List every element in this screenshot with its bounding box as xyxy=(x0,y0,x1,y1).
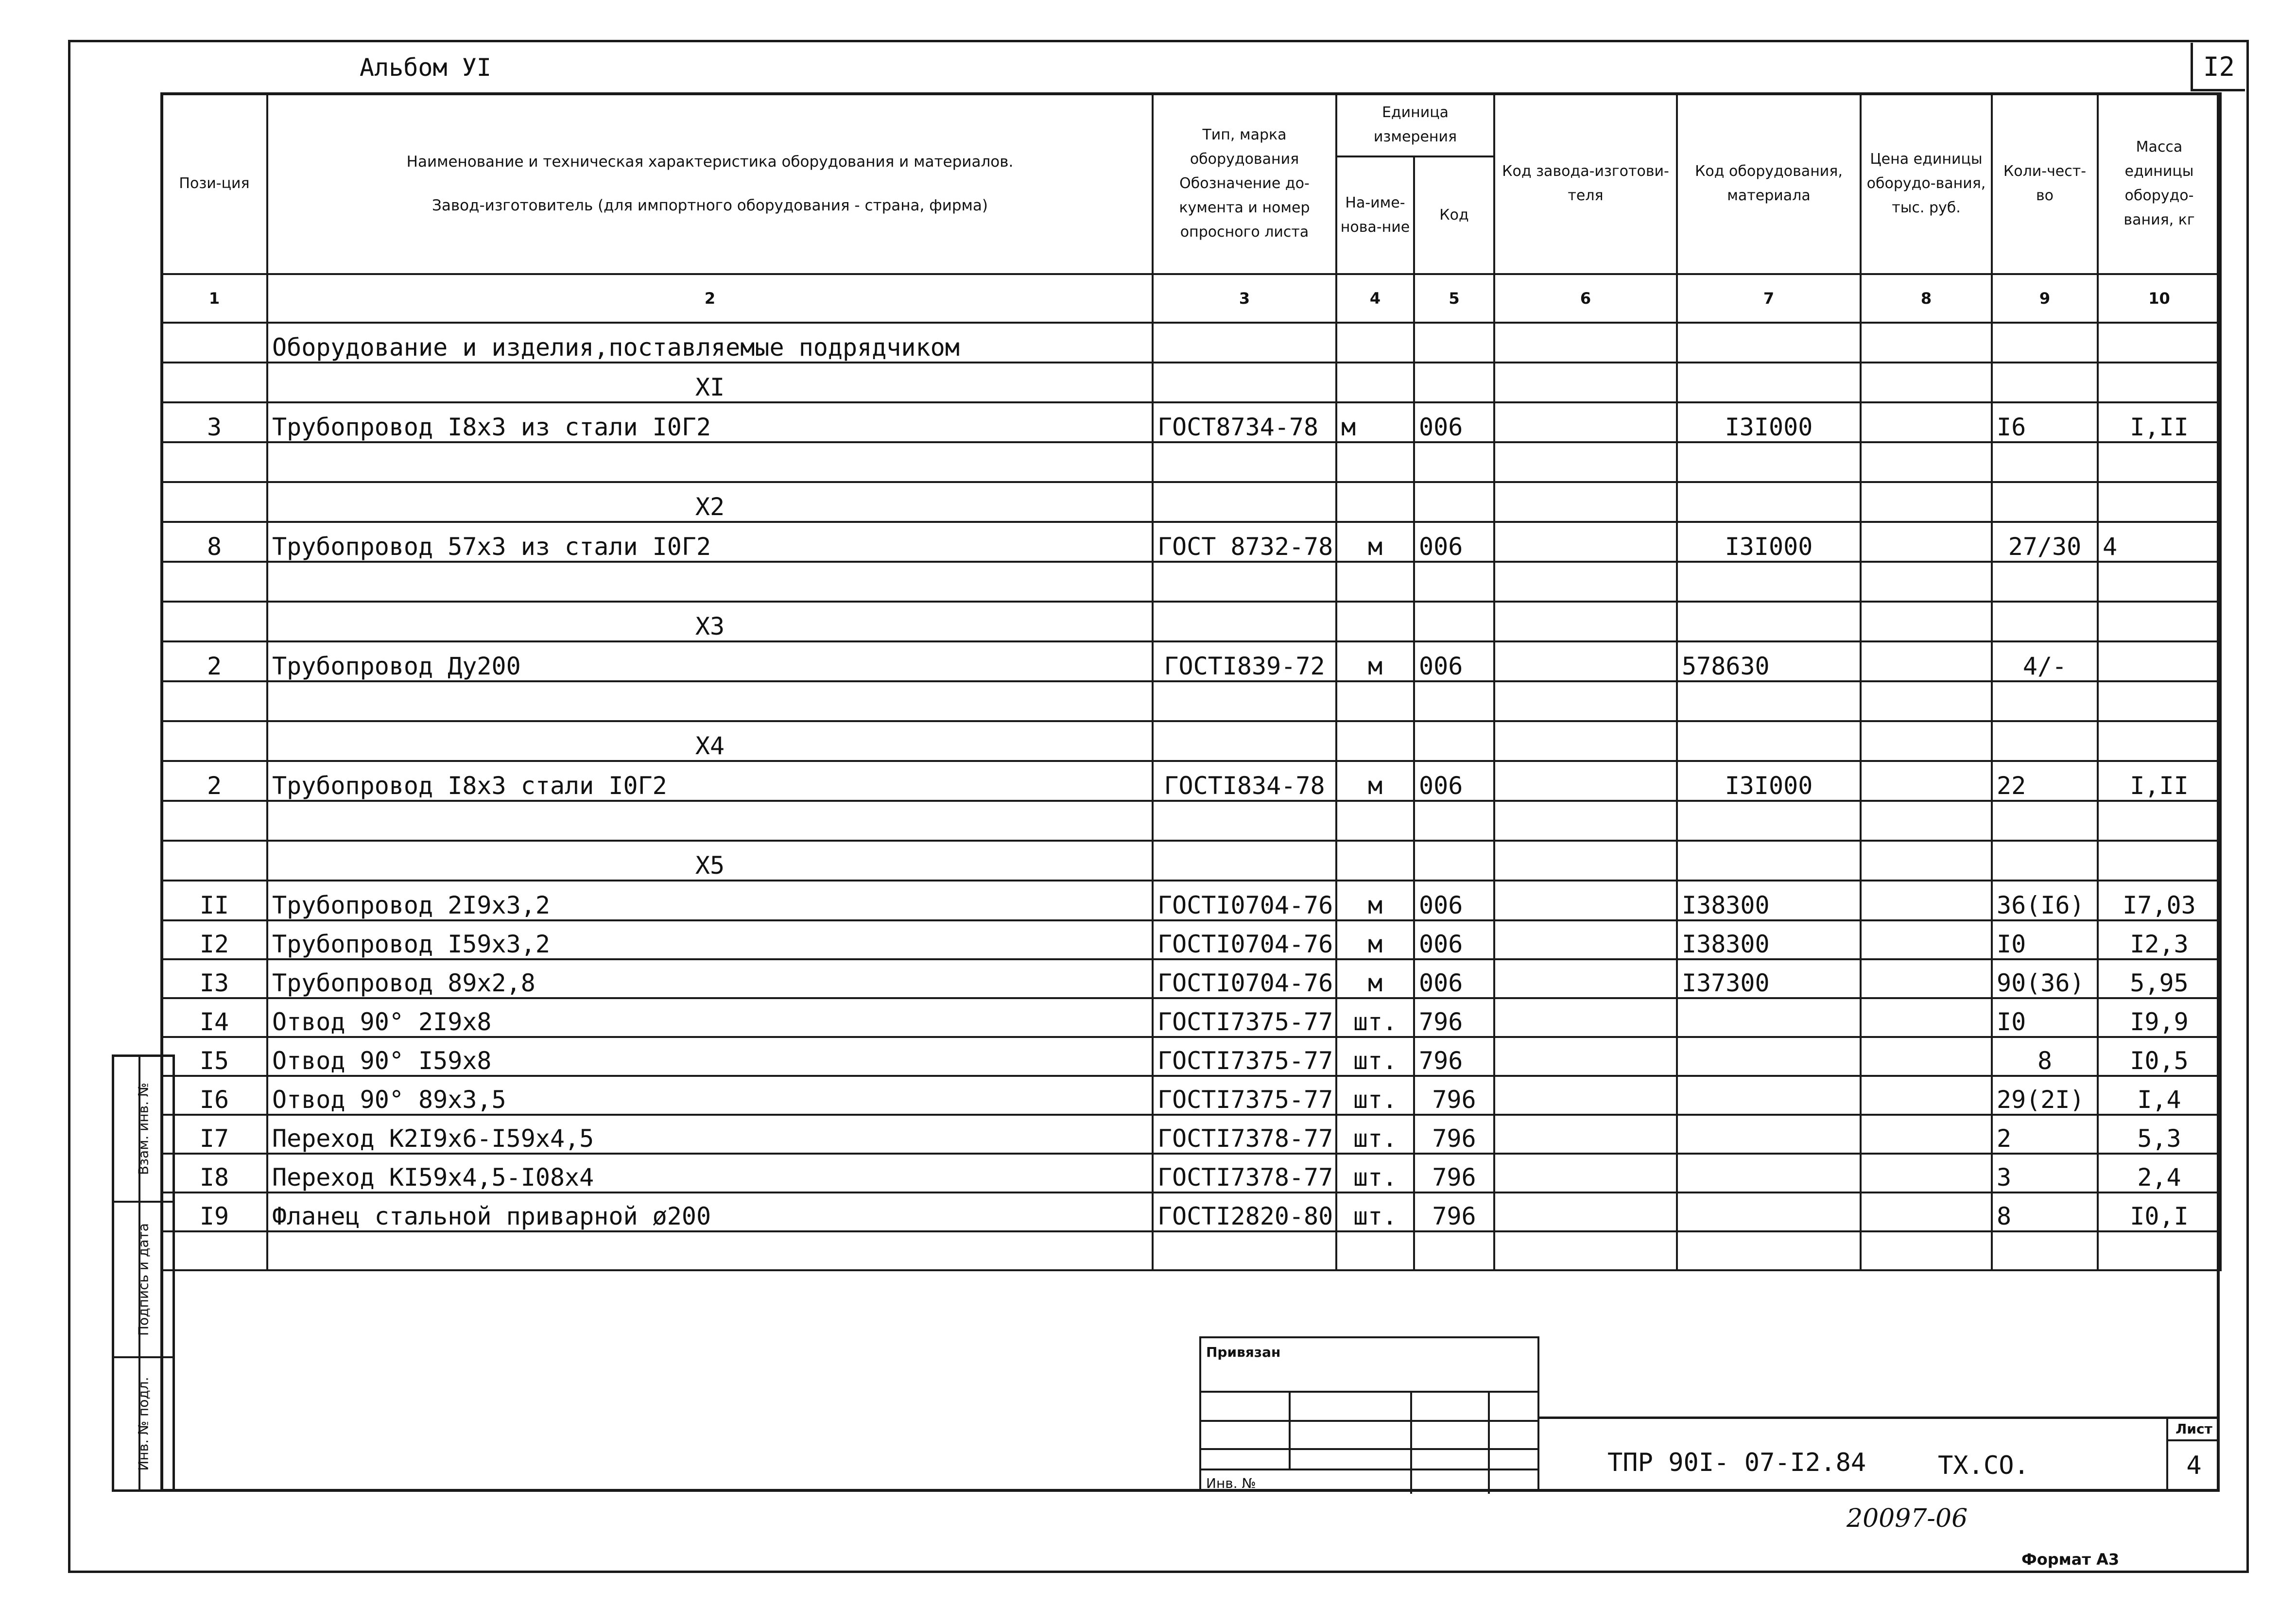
table-row xyxy=(161,881,2221,920)
col-header-price: Цена единицы оборудо-вания, тыс. руб. xyxy=(1861,93,1992,274)
col-number: 6 xyxy=(1494,274,1677,323)
col-header-name-line1: Наименование и техническая характеристика оборудования и материалов. xyxy=(406,153,1014,171)
cell-name: Трубопровод I59x3,2 xyxy=(267,920,1153,959)
col-number: 7 xyxy=(1677,274,1861,323)
col-header-unit-code: Код xyxy=(1414,156,1494,274)
cell-position: I8 xyxy=(161,1154,267,1192)
section-title-row xyxy=(161,323,2221,363)
inventory-label: Инв. № xyxy=(1206,1475,1256,1491)
col-header-unit: Единица измерения xyxy=(1336,93,1494,156)
cell-type: ГОСТI0704-76 xyxy=(1153,881,1336,920)
cell-unit-code: 006 xyxy=(1414,959,1494,998)
col-number: 1 xyxy=(161,274,267,323)
format-label: Формат А3 xyxy=(2021,1550,2120,1569)
title-block xyxy=(1539,1417,2220,1492)
col-number: 9 xyxy=(1992,274,2098,323)
group-row xyxy=(161,482,2221,522)
cell-material-code xyxy=(1677,1115,1861,1154)
cell-unit-code: 796 xyxy=(1414,1076,1494,1115)
cell-name: Отвод 90° 89x3,5 xyxy=(267,1076,1153,1115)
cell-unit-code: 796 xyxy=(1414,1115,1494,1154)
cell-name: Трубопровод 57x3 из стали I0Г2 xyxy=(267,522,1153,562)
cell-position: I9 xyxy=(161,1192,267,1231)
col-header-quantity: Коли-чест-во xyxy=(1992,93,2098,274)
cell-name: Переход К2I9x6-I59x4,5 xyxy=(267,1115,1153,1154)
cell-unit-code: 006 xyxy=(1414,641,1494,681)
cell-material-code: I3I000 xyxy=(1677,761,1861,801)
cell-unit: шт. xyxy=(1336,1192,1414,1231)
cell-type: ГОСТI7378-77 xyxy=(1153,1115,1336,1154)
cell-type: ГОСТI839-72 xyxy=(1153,641,1336,681)
cell-name: Трубопровод 89x2,8 xyxy=(267,959,1153,998)
cell-mass: I,4 xyxy=(2098,1076,2221,1115)
cell-unit-code: 006 xyxy=(1414,881,1494,920)
col-header-position: Пози-ция xyxy=(161,93,267,274)
header-row xyxy=(161,93,2221,156)
sheet-box xyxy=(2166,1419,2220,1492)
cell-quantity: 2 xyxy=(1992,1115,2098,1154)
cell-mass: I7,03 xyxy=(2098,881,2221,920)
cell-mass: I,II xyxy=(2098,761,2221,801)
cell-type: ГОСТI2820-80 xyxy=(1153,1192,1336,1231)
cell-position: I5 xyxy=(161,1037,267,1076)
binding-label: Привязан xyxy=(1206,1344,1281,1360)
cell-unit: м xyxy=(1336,522,1414,562)
sheet-number: 4 xyxy=(2186,1451,2202,1480)
cell-material-code xyxy=(1677,1154,1861,1192)
cell-material-code: I38300 xyxy=(1677,881,1861,920)
col-header-material-code: Код оборудования, материала xyxy=(1677,93,1861,274)
cell-position: I3 xyxy=(161,959,267,998)
cell-quantity: 8 xyxy=(1992,1192,2098,1231)
cell-type: ГОСТI0704-76 xyxy=(1153,959,1336,998)
col-number: 3 xyxy=(1153,274,1336,323)
group-label: X4 xyxy=(267,721,1153,761)
cell-mass: 2,4 xyxy=(2098,1154,2221,1192)
left-stamp-strip xyxy=(112,1054,175,1492)
col-number: 4 xyxy=(1336,274,1414,323)
cell-position: 8 xyxy=(161,522,267,562)
cell-unit-code: 796 xyxy=(1414,998,1494,1037)
col-number: 5 xyxy=(1414,274,1494,323)
cell-quantity: 8 xyxy=(1992,1037,2098,1076)
cell-unit-code: 796 xyxy=(1414,1192,1494,1231)
table-row xyxy=(161,998,2221,1037)
table-row xyxy=(161,1115,2221,1154)
cell-type: ГОСТI7375-77 xyxy=(1153,998,1336,1037)
col-header-type: Тип, марка оборудования Обозначение до-кумента и номер опросного листа xyxy=(1153,93,1336,274)
cell-mass: I9,9 xyxy=(2098,998,2221,1037)
cell-material-code xyxy=(1677,1076,1861,1115)
cell-name: Трубопровод I8x3 стали I0Г2 xyxy=(267,761,1153,801)
group-label: XI xyxy=(267,363,1153,402)
album-label: Альбом УI xyxy=(360,53,491,82)
sheet-label: Лист xyxy=(2168,1419,2220,1441)
cell-mass: I2,3 xyxy=(2098,920,2221,959)
document-code: ТПР 90I- 07-I2.84 xyxy=(1607,1448,1866,1477)
table-row xyxy=(161,1154,2221,1192)
cell-quantity: 4/- xyxy=(1992,641,2098,681)
cell-unit: шт. xyxy=(1336,1076,1414,1115)
table-row xyxy=(161,959,2221,998)
table-row xyxy=(161,1192,2221,1231)
table-row xyxy=(161,1037,2221,1076)
table-row xyxy=(161,522,2221,562)
cell-type: ГОСТI834-78 xyxy=(1153,761,1336,801)
group-label: X2 xyxy=(267,482,1153,522)
cell-unit: м xyxy=(1336,641,1414,681)
cell-material-code: I38300 xyxy=(1677,920,1861,959)
cell-name: Переход КI59x4,5-I08x4 xyxy=(267,1154,1153,1192)
sheet-corner-number: I2 xyxy=(2191,43,2245,91)
cell-quantity: I6 xyxy=(1992,402,2098,442)
cell-position: I2 xyxy=(161,920,267,959)
cell-position: I7 xyxy=(161,1115,267,1154)
cell-name: Трубопровод 2I9x3,2 xyxy=(267,881,1153,920)
cell-mass: I,II xyxy=(2098,402,2221,442)
cell-unit-code: 006 xyxy=(1414,402,1494,442)
cell-unit: м xyxy=(1336,402,1414,442)
cell-quantity: 27/30 xyxy=(1992,522,2098,562)
cell-position: 3 xyxy=(161,402,267,442)
stamp-cell-vzam: Взам. инв. № xyxy=(114,1057,173,1203)
document-mark: ТХ.СО. xyxy=(1938,1451,2029,1480)
cell-quantity: 3 xyxy=(1992,1154,2098,1192)
table-row xyxy=(161,761,2221,801)
cell-material-code: I37300 xyxy=(1677,959,1861,998)
cell-name: Отвод 90° 2I9x8 xyxy=(267,998,1153,1037)
cell-mass: I0,I xyxy=(2098,1192,2221,1231)
cell-quantity: I0 xyxy=(1992,998,2098,1037)
col-header-name-line2: Завод-изготовитель (для импортного оборудования - страна, фирма) xyxy=(432,197,988,214)
cell-quantity: I0 xyxy=(1992,920,2098,959)
table-row xyxy=(161,1076,2221,1115)
cell-mass xyxy=(2098,641,2221,681)
table-row xyxy=(161,641,2221,681)
cell-unit: м xyxy=(1336,761,1414,801)
cell-type: ГОСТI7375-77 xyxy=(1153,1037,1336,1076)
cell-position: II xyxy=(161,881,267,920)
group-row xyxy=(161,602,2221,641)
binding-box xyxy=(1199,1336,1539,1492)
table-row xyxy=(161,402,2221,442)
cell-mass: 5,3 xyxy=(2098,1115,2221,1154)
col-number: 10 xyxy=(2098,274,2221,323)
cell-type: ГОСТI7378-77 xyxy=(1153,1154,1336,1192)
column-number-row xyxy=(161,274,2221,323)
col-header-name xyxy=(267,93,1153,274)
cell-type: ГОСТI7375-77 xyxy=(1153,1076,1336,1115)
cell-unit: шт. xyxy=(1336,1115,1414,1154)
cell-unit: шт. xyxy=(1336,1154,1414,1192)
cell-quantity: 90(36) xyxy=(1992,959,2098,998)
handwritten-number: 20097-06 xyxy=(1847,1504,1968,1533)
cell-quantity: 29(2I) xyxy=(1992,1076,2098,1115)
group-label: X5 xyxy=(267,841,1153,881)
cell-name: Трубопровод Ду200 xyxy=(267,641,1153,681)
stamp-cell-signature: Подпись и дата xyxy=(114,1203,173,1358)
cell-type: ГОСТ 8732-78 xyxy=(1153,522,1336,562)
cell-name: Отвод 90° I59x8 xyxy=(267,1037,1153,1076)
col-header-mass: Масса единицы оборудо-вания, кг xyxy=(2098,93,2221,274)
group-row xyxy=(161,363,2221,402)
cell-mass: 4 xyxy=(2098,522,2221,562)
cell-name: Фланец стальной приварной ø200 xyxy=(267,1192,1153,1231)
table-row xyxy=(161,920,2221,959)
cell-unit-code: 006 xyxy=(1414,920,1494,959)
group-label: X3 xyxy=(267,602,1153,641)
group-row xyxy=(161,721,2221,761)
cell-material-code: 578630 xyxy=(1677,641,1861,681)
cell-mass: 5,95 xyxy=(2098,959,2221,998)
col-number: 8 xyxy=(1861,274,1992,323)
section-title: Оборудование и изделия,поставляемые подрядчиком xyxy=(267,323,1153,363)
cell-material-code xyxy=(1677,998,1861,1037)
cell-type: ГОСТI0704-76 xyxy=(1153,920,1336,959)
col-number: 2 xyxy=(267,274,1153,323)
col-header-plant-code: Код завода-изготови-теля xyxy=(1494,93,1677,274)
cell-material-code: I3I000 xyxy=(1677,522,1861,562)
cell-unit: шт. xyxy=(1336,998,1414,1037)
cell-unit-code: 796 xyxy=(1414,1154,1494,1192)
cell-unit: шт. xyxy=(1336,1037,1414,1076)
cell-unit-code: 006 xyxy=(1414,522,1494,562)
cell-mass: I0,5 xyxy=(2098,1037,2221,1076)
cell-position: 2 xyxy=(161,761,267,801)
cell-unit: м xyxy=(1336,881,1414,920)
cell-quantity: 22 xyxy=(1992,761,2098,801)
group-row xyxy=(161,841,2221,881)
cell-name: Трубопровод I8x3 из стали I0Г2 xyxy=(267,402,1153,442)
col-header-unit-name: На-име-нова-ние xyxy=(1336,156,1414,274)
cell-position: I4 xyxy=(161,998,267,1037)
cell-unit: м xyxy=(1336,920,1414,959)
stamp-cell-inv: Инв. № подл. xyxy=(135,1377,152,1471)
cell-unit: м xyxy=(1336,959,1414,998)
cell-material-code xyxy=(1677,1192,1861,1231)
cell-quantity: 36(I6) xyxy=(1992,881,2098,920)
cell-type: ГОСТ8734-78 xyxy=(1153,402,1336,442)
cell-position: 2 xyxy=(161,641,267,681)
cell-unit-code: 796 xyxy=(1414,1037,1494,1076)
cell-position: I6 xyxy=(161,1076,267,1115)
cell-material-code: I3I000 xyxy=(1677,402,1861,442)
specification-table xyxy=(160,92,2222,1271)
cell-material-code xyxy=(1677,1037,1861,1076)
cell-unit-code: 006 xyxy=(1414,761,1494,801)
